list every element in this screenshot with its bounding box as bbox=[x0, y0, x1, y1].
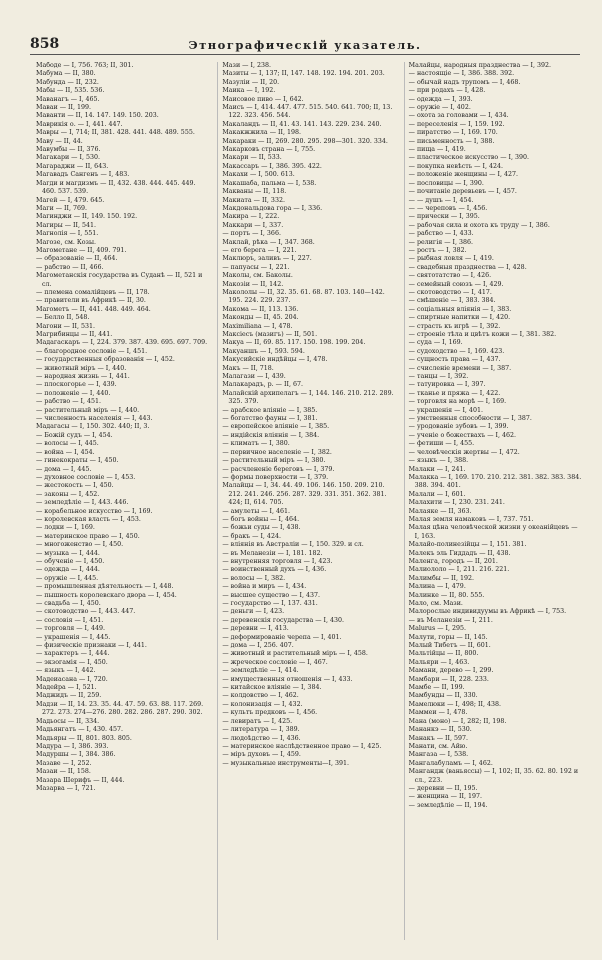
index-entry: Макари — II, 533. bbox=[222, 154, 282, 162]
index-entry: — жестокость — I, 450. bbox=[36, 482, 114, 490]
index-entry: — сословія — I, 451. bbox=[36, 616, 104, 624]
index-entry: Манати, см. Айю. bbox=[408, 742, 468, 750]
index-entry: Малина — I, 479. bbox=[408, 583, 466, 591]
index-entry: Мавры — I, 714; II, 381. 428. 441. 448. 489. 555. bbox=[36, 129, 195, 137]
index-entry: — физическіе признаки — I, 441. bbox=[36, 642, 147, 650]
running-title: Этнографическій указатель. bbox=[188, 38, 422, 52]
index-entry: Макарковъ страна — I, 755. bbox=[222, 146, 316, 154]
index-entry: — духовное сословіе — I, 453. bbox=[36, 473, 136, 481]
index-entry: Мадагаскаръ — I, 224. 379. 387. 439. 695. 697. 709. bbox=[36, 339, 208, 347]
index-entry: Маклюръ, заливъ — I, 227. bbox=[222, 255, 312, 263]
index-entry: — соціальныя вліянія — I, 383. bbox=[408, 305, 512, 313]
index-entry: — татуировка — I, 397. bbox=[408, 381, 486, 389]
index-entry: — колдовство — I, 462. bbox=[222, 692, 299, 700]
index-entry: — дома — I, 445. bbox=[36, 465, 92, 473]
index-entry: — промышленная дѣятельность — I, 448. bbox=[36, 583, 174, 591]
index-entry: — торговля — I, 449. bbox=[36, 625, 106, 633]
index-entry: Малайцы, народныя празднества — I, 392. bbox=[408, 62, 552, 69]
index-entry: — религія — I, 386. bbox=[408, 238, 474, 246]
index-entry: — прически — I, 395. bbox=[408, 213, 480, 221]
index-entry: Малаки — I, 241. bbox=[408, 465, 466, 473]
index-entry: Макдональдова гора — I, 336. bbox=[222, 204, 323, 212]
index-entry: — Божій судъ — I, 454. bbox=[36, 431, 113, 439]
index-entry: — высшее существо — I, 437. bbox=[222, 591, 320, 599]
index-entry: Макассаръ — I, 386. 395. 422. bbox=[222, 162, 322, 170]
index-entry: Малорослые индивидуумы въ Африкѣ — I, 753. bbox=[408, 608, 567, 616]
index-entry: — арабское вліяніе — I, 385. bbox=[222, 406, 318, 414]
index-entry: — семейный союзъ — I, 429. bbox=[408, 280, 504, 288]
index-entry: — европейское вліяніе — I, 385. bbox=[222, 423, 330, 431]
index-entry: Магей — I, 479. 645. bbox=[36, 196, 105, 204]
index-entry: Мангаза — I, 538. bbox=[408, 751, 469, 759]
index-entry: Мабоде — I, 756. 763; II, 301. bbox=[36, 62, 134, 69]
index-entry: — почитаніе деревьевъ — I, 457. bbox=[408, 188, 517, 196]
index-entry: Мамбе — II, 199. bbox=[408, 684, 465, 692]
index-entry: — волосы — I, 445. bbox=[36, 440, 99, 448]
index-entry: — ростъ — I, 382. bbox=[408, 246, 467, 254]
index-entry: — экзогамія — I, 450. bbox=[36, 658, 108, 666]
index-entry: Макиата — II, 332. bbox=[222, 196, 285, 204]
index-entry: — покупка невѣсть — I, 424. bbox=[408, 162, 503, 170]
index-entry: Мамани, дерево — I, 299. bbox=[408, 667, 494, 675]
index-entry: — музыкальные инструменты—I, 391. bbox=[222, 759, 349, 767]
index-entry: Маколы, см. Баколы. bbox=[222, 272, 293, 280]
index-entry: — ученіе о божествахъ — I, 462. bbox=[408, 431, 517, 439]
index-entry: Магараджи — II, 643. bbox=[36, 162, 109, 170]
index-entry: Малый Тибетъ — II, 601. bbox=[408, 642, 491, 650]
index-entry: Мамбунды — II, 330. bbox=[408, 692, 478, 700]
index-entry: Мадуршы — I, 384. 386. bbox=[36, 751, 116, 759]
index-entry: — святотатство — I, 426. bbox=[408, 272, 492, 280]
index-entry: — плоскогорье — I, 439. bbox=[36, 381, 117, 389]
index-entry: — формы поверхности — I, 379. bbox=[222, 473, 329, 481]
index-entry: Malurus — I, 295. bbox=[408, 625, 467, 633]
index-entry: — деревни — I, 413. bbox=[222, 625, 289, 633]
index-entry: Мананкэ — II, 530. bbox=[408, 726, 472, 734]
index-entry: Маврикія о. — I, 441. 447. bbox=[36, 120, 123, 128]
index-entry: — обычай надъ трупомъ — I, 468. bbox=[408, 78, 521, 86]
index-entry: — амулеты — I, 461. bbox=[222, 507, 291, 515]
index-entry: Maximiliana — I, 478. bbox=[222, 322, 293, 330]
index-entry: Маика — I, 192. bbox=[222, 87, 276, 95]
index-entry: Магакари — I, 530. bbox=[36, 154, 100, 162]
index-entry: — колонизація — I, 432. bbox=[222, 700, 303, 708]
index-entry: — деформированіе черепа — I, 401. bbox=[222, 633, 342, 641]
index-entry: — одежда — I, 444. bbox=[36, 566, 100, 574]
index-entry: Магометанскія государства въ Суданѣ — II, 521 и сл. bbox=[36, 272, 203, 288]
index-entry: — климатъ — I, 380. bbox=[222, 440, 290, 448]
index-entry: Мадагасы — I, 150. 302. 440; II, 3. bbox=[36, 423, 150, 431]
index-entry: — культъ предковъ — I, 456. bbox=[222, 709, 318, 717]
index-entry: Мази — I, 238. bbox=[222, 62, 271, 69]
index-entry: Магометъ — II, 441. 448. 449. 464. bbox=[36, 305, 151, 313]
index-entry: Мадейра — I, 521. bbox=[36, 684, 97, 692]
index-entry: — гинекократы — I, 450. bbox=[36, 457, 119, 465]
index-entry: — украшенія — I, 401. bbox=[408, 406, 483, 414]
index-entry: — охота за головами — I, 434. bbox=[408, 112, 509, 120]
index-entry: — вліянія въ Австраліи — I, 150. 329. и сл. bbox=[222, 541, 364, 549]
index-entry: Максіесъ (мазигъ) — II, 501. bbox=[222, 331, 318, 338]
index-entry: — строеніе тѣла и цвѣтъ кожи — I, 381. 382. bbox=[408, 331, 557, 338]
index-entry: — дома — I, 256. 407. bbox=[222, 642, 294, 650]
index-entry: Малая цѣна человѣческой жизни у океанійцевъ — I, 163. bbox=[408, 524, 578, 540]
index-entry: Малимбы — II, 192. bbox=[408, 574, 475, 582]
index-entry: — расчлененіе береговъ — I, 379. bbox=[222, 465, 335, 473]
index-columns bbox=[36, 62, 582, 940]
index-entry: — уродованіе зубовъ — I, 399. bbox=[408, 423, 509, 431]
index-entry: Магозе, см. Козы. bbox=[36, 238, 96, 246]
index-entry: Мамбари — II, 228. 233. bbox=[408, 675, 489, 683]
index-entry: Малахити — I, 230. 231. 241. bbox=[408, 499, 505, 507]
index-entry: Мазаве — I, 252. bbox=[36, 759, 92, 767]
index-entry: — людоѣдство — I, 436. bbox=[222, 734, 301, 742]
index-entry: — многоженство — I, 450. bbox=[36, 541, 124, 549]
index-entry: — королевская власть — I, 453. bbox=[36, 515, 141, 523]
index-entry: Мальтійцы — II, 800. bbox=[408, 650, 479, 658]
index-entry: — спиртные напитки — I, 420. bbox=[408, 314, 511, 322]
index-entry: — оружіе — I, 402. bbox=[408, 104, 471, 112]
index-entry: Малайцы — I, 34. 44. 49. 106. 146. 150. 209. 210. 212. 241. 246. 256. 287. 329. 331. 351. 362. 381. 424; II, 614. 705. bbox=[222, 482, 387, 507]
index-entry: Малакарадъ, р. — II, 67. bbox=[222, 381, 303, 389]
running-header bbox=[30, 34, 580, 55]
index-entry: Магди и магдизмъ — II, 432. 438. 444. 445. 449. 460. 537. 539. bbox=[36, 179, 196, 196]
index-entry: Маленга, городъ — II, 201. bbox=[408, 557, 498, 565]
index-entry: — танцы — I, 392. bbox=[408, 373, 469, 381]
index-entry: — животный міръ — I, 440. bbox=[36, 364, 127, 372]
index-entry: Маваи — II, 199. bbox=[36, 104, 91, 112]
index-entry: — украшенія — I, 445. bbox=[36, 633, 111, 641]
index-entry: Маджидъ — II, 259. bbox=[36, 692, 102, 700]
index-entry: — богъ войны — I, 464. bbox=[222, 515, 300, 523]
index-entry: — индійскія вліянія — I, 384. bbox=[222, 431, 320, 439]
index-entry: Макаландъ — II, 41. 43. 141. 143. 229. 234. 240. bbox=[222, 120, 382, 128]
index-entry: — музыка — I, 444. bbox=[36, 549, 100, 557]
index-entry: Маванти — II, 14. 147. 149. 150. 203. bbox=[36, 112, 159, 120]
index-entry: Мадьосы — II, 334. bbox=[36, 717, 100, 725]
index-entry: — государственныя образованія — I, 452. bbox=[36, 356, 175, 364]
index-entry: — земледѣліе — II, 194. bbox=[408, 801, 488, 809]
index-entry: Маги — II, 769. bbox=[36, 204, 87, 212]
index-entry: Макира — I, 222. bbox=[222, 213, 280, 221]
index-entry: — корабельное искусство — I, 169. bbox=[36, 507, 153, 515]
index-entry: Мазара Шерифъ — II, 444. bbox=[36, 776, 125, 784]
index-entry: Мазиты — I, 137; II, 147. 148. 192. 194. 201. 203. bbox=[222, 70, 385, 78]
index-entry: — — душъ — I, 454. bbox=[408, 196, 474, 204]
index-entry: — сущность права — I, 437. bbox=[408, 356, 501, 364]
index-entry: Макозіи — II, 142. bbox=[222, 280, 284, 288]
index-entry: Малали — I, 601. bbox=[408, 490, 466, 498]
index-entry: — внутренняя торговля — I, 423. bbox=[222, 557, 333, 565]
index-entry: Маконды — II, 45. 204. bbox=[222, 314, 299, 322]
index-entry: — правители въ Африкѣ — II, 30. bbox=[36, 297, 146, 305]
index-entry: — война и миръ — I, 434. bbox=[222, 583, 307, 591]
index-entry: — материнское наслѣдственное право — I, 425. bbox=[222, 742, 382, 750]
index-entry: Макусийскіе индѣйцы — I, 478. bbox=[222, 356, 328, 364]
index-entry: — міръ духовъ — I, 459. bbox=[222, 751, 301, 759]
index-entry: — богатство фауны — I, 381. bbox=[222, 415, 318, 423]
index-entry: — переселенія — I, 159. 192. bbox=[408, 120, 505, 128]
index-entry: — пословицы — I, 390. bbox=[408, 179, 484, 187]
index-column-2 bbox=[217, 62, 395, 940]
index-entry: — деньги — I, 423. bbox=[222, 608, 285, 616]
index-entry: Магометане — II, 409. 791. bbox=[36, 246, 127, 254]
index-entry: Магрибинцы — II, 441. bbox=[36, 331, 113, 338]
index-entry: — деревенскія государства — I, 430. bbox=[222, 616, 345, 624]
index-entry: — рабство — II, 466. bbox=[36, 263, 104, 271]
index-entry: — при родахъ — I, 428. bbox=[408, 87, 486, 95]
index-entry: — скотоводство — I, 443. 447. bbox=[36, 608, 136, 616]
index-entry: Магнолія — I, 551. bbox=[36, 230, 99, 238]
index-entry: — пластическое искусство — I, 390. bbox=[408, 154, 530, 162]
index-entry: — воинственный духъ — I, 436. bbox=[222, 566, 327, 574]
index-entry: Макуа — II, 69. 85. 117. 150. 198. 199. 204. bbox=[222, 339, 366, 347]
index-entry: Макъ — II, 718. bbox=[222, 364, 274, 372]
index-entry: — смѣшеніе — I, 383. 384. bbox=[408, 297, 496, 305]
index-entry: — языкъ — I, 442. bbox=[36, 667, 96, 675]
index-entry: Маву — II, 44. bbox=[36, 137, 83, 145]
index-entry: — литература — I, 389. bbox=[222, 726, 300, 734]
index-entry: Малекъ эль Гиддадъ — II, 438. bbox=[408, 549, 511, 557]
index-entry: Магиры — II, 541. bbox=[36, 221, 97, 229]
index-entry: — оружіе — I, 445. bbox=[36, 574, 99, 582]
index-entry: Мамелюки — I, 498; II, 438. bbox=[408, 700, 502, 708]
index-entry: — народная жизнь — I, 441. bbox=[36, 373, 130, 381]
index-entry: — государство — I, 137. 431. bbox=[222, 600, 318, 607]
index-entry: — скотоводство — I, 417. bbox=[408, 288, 492, 296]
index-entry: — деревни — II, 195. bbox=[408, 784, 478, 792]
index-entry: — жреческое сословіе — I, 467. bbox=[222, 658, 328, 666]
index-entry: Мабы — II, 535. 536. bbox=[36, 87, 105, 95]
index-entry: — благородное сословіе — I, 451. bbox=[36, 347, 148, 355]
index-entry: — имущественныя отношенія — I, 433. bbox=[222, 675, 353, 683]
index-entry: — лодки — I, 169. bbox=[36, 524, 95, 532]
index-entry: — земледѣліе — I, 443. 446. bbox=[36, 499, 129, 507]
index-entry: — образованіе — II, 464. bbox=[36, 255, 118, 263]
index-entry: — въ Меланезіи — I, 211. bbox=[408, 616, 493, 624]
index-entry: Мазарва — I, 721. bbox=[36, 784, 96, 792]
index-entry: — въ Меланезіи — I, 181. 182. bbox=[222, 549, 323, 557]
index-entry: Малаяке — II, 363. bbox=[408, 507, 472, 515]
index-entry: — письменность — I, 388. bbox=[408, 137, 495, 145]
index-entry: Малинке — II, 80. 555. bbox=[408, 591, 485, 599]
index-entry: — рыбная ловля — I, 419. bbox=[408, 255, 494, 263]
index-entry: — торговля на морѣ — I, 169. bbox=[408, 398, 507, 406]
index-entry: Мазаи — II, 158. bbox=[36, 768, 91, 776]
index-entry: — фетиши — I, 455. bbox=[408, 440, 475, 448]
index-entry: Малути, горы — II, 145. bbox=[408, 633, 488, 641]
index-entry: — одежда — I, 393. bbox=[408, 95, 473, 103]
index-entry: Мадьянгатъ — I, 430. 457. bbox=[36, 726, 124, 734]
index-entry: — рабство — I, 451. bbox=[36, 398, 102, 406]
index-entry: — законы — I, 452. bbox=[36, 490, 100, 498]
index-entry: — портъ — I, 366. bbox=[222, 230, 281, 238]
index-entry: — настоящіе — I, 386. 388. 392. bbox=[408, 70, 515, 78]
index-entry: Мангалабуламъ — I, 462. bbox=[408, 759, 493, 767]
index-column-1 bbox=[36, 62, 209, 940]
index-entry: — судоходство — I, 169. 423. bbox=[408, 347, 505, 355]
index-entry: Мадзи — II, 14. 23. 35. 44. 47. 59. 63. 88. 117. 269. 272. 273. 274—276. 280. 282. 286. 287. 290. 302. bbox=[36, 700, 204, 717]
index-entry: Мадеиасана — I, 720. bbox=[36, 675, 108, 683]
index-entry: — растительный міръ — I, 380. bbox=[222, 457, 326, 465]
index-entry: Макваны — II, 118. bbox=[222, 188, 287, 196]
index-entry: — материнское право — I, 450. bbox=[36, 532, 140, 540]
index-entry: Маклай, рѣка — I, 347. 368. bbox=[222, 238, 315, 246]
index-entry: Малая земля намаковъ — I, 737. 751. bbox=[408, 515, 534, 523]
index-entry: — пиратство — I, 169. 170. bbox=[408, 129, 498, 137]
index-entry: Магавадъ Сангенъ — I, 483. bbox=[36, 171, 130, 179]
index-entry: — его берега — I, 221. bbox=[222, 246, 297, 254]
index-entry: Макахи — I, 500. 613. bbox=[222, 171, 295, 179]
index-entry: Малайскій архипелагъ — I, 144. 146. 210. 212. 289. 325. 379. bbox=[222, 389, 394, 406]
index-entry: Макараки — II, 269. 280. 295. 298—301. 320. 334. bbox=[222, 137, 388, 145]
index-entry: — пышность королевскаго двора — I, 454. bbox=[36, 591, 177, 599]
index-entry: Магинджи — II, 149. 150. 192. bbox=[36, 213, 138, 221]
index-column-3 bbox=[404, 62, 582, 940]
index-entry: — пища — I, 419. bbox=[408, 146, 466, 154]
index-entry: — языкъ — I, 388. bbox=[408, 457, 469, 465]
index-entry: — левиратъ — I, 425. bbox=[222, 717, 293, 725]
index-entry: — характеръ — I, 444. bbox=[36, 650, 110, 658]
index-entry: Малиололо — I, 211. 216. 221. bbox=[408, 566, 510, 574]
index-entry: Малакка — I, 169. 170. 210. 212. 381. 382. 383. 384. 388. 394. 401. bbox=[408, 473, 582, 490]
index-entry: — племена сомалійцевъ — II, 178. bbox=[36, 288, 150, 296]
index-entry: Макома — II, 113. 136. bbox=[222, 305, 299, 313]
index-entry: Маисовое пиво — I, 642. bbox=[222, 95, 304, 103]
index-entry: Мангандж (ваньяссы) — I, 102; II, 35. 62. 80. 192 и сл., 223. bbox=[408, 768, 579, 784]
index-entry: — численность населенія — I, 443. bbox=[36, 415, 153, 423]
index-entry: — война — I, 454. bbox=[36, 448, 95, 456]
index-entry: Маккари — I, 337. bbox=[222, 221, 284, 229]
index-entry: Магони — II, 531. bbox=[36, 322, 95, 330]
index-entry: — суда — I, 169. bbox=[408, 339, 463, 347]
index-entry: — тканье и пряжа — I, 422. bbox=[408, 389, 501, 397]
index-entry: — растительный міръ — I, 440. bbox=[36, 406, 140, 414]
index-entry: Макололы — II, 32. 35. 61. 68. 87. 103. 140—142. 195. 224. 229. 237. bbox=[222, 288, 385, 305]
index-entry: Мало, см. Мази. bbox=[408, 600, 463, 607]
index-entry: — китайское вліяніе — I, 384. bbox=[222, 684, 322, 692]
page-number: 858 bbox=[30, 36, 60, 52]
index-entry: — положеніе — I, 440. bbox=[36, 389, 111, 397]
index-entry: — счисленіе времени — I, 387. bbox=[408, 364, 512, 372]
index-entry: — рабство — I, 433. bbox=[408, 230, 474, 238]
index-entry: — папуасы — I, 221. bbox=[222, 263, 290, 271]
index-entry: Манакъ — II, 597. bbox=[408, 734, 469, 742]
index-entry: — страсть къ игрѣ — I, 392. bbox=[408, 322, 501, 330]
index-entry: Мазуліи — II, 20. bbox=[222, 78, 280, 86]
index-entry: Маванагъ — I, 465. bbox=[36, 95, 100, 103]
index-entry: Маисъ — I, 414. 447. 477. 515. 540. 641. 700; II, 13. 122. 323. 456. 544. bbox=[222, 104, 393, 120]
index-entry: — свадебныя празднества — I, 428. bbox=[408, 263, 527, 271]
index-entry: Мана (моно) — I, 282; II, 198. bbox=[408, 717, 507, 725]
index-entry: Мальяри — I, 463. bbox=[408, 658, 470, 666]
index-entry: — животный и растительный міръ — I, 458. bbox=[222, 650, 368, 658]
index-entry: — свадьба — I, 450. bbox=[36, 600, 101, 607]
index-entry: — человѣческія жертвы — I, 472. bbox=[408, 448, 520, 456]
index-entry: — обученіе — I, 450. bbox=[36, 557, 105, 565]
index-entry: — женщина — II, 197. bbox=[408, 793, 482, 801]
index-entry: — рабочая сила и охота къ труду — I, 386. bbox=[408, 221, 550, 229]
index-entry: — Белло II, 548. bbox=[36, 314, 90, 322]
index-entry: Макакжжила — II, 198. bbox=[222, 129, 301, 137]
index-entry: — земледѣліе — I, 414. bbox=[222, 667, 299, 675]
index-entry: — божьи суды — I, 438. bbox=[222, 524, 301, 532]
index-entry: — бракъ — I, 424. bbox=[222, 532, 281, 540]
index-entry: Мабунда — II, 232. bbox=[36, 78, 99, 86]
index-entry: Мадура — I, 386. 393. bbox=[36, 742, 109, 750]
index-entry: Мавумбы — II, 376. bbox=[36, 146, 101, 154]
index-entry: Мабума — II, 380. bbox=[36, 70, 96, 78]
index-entry: Мадьяры — II, 801. 803. 805. bbox=[36, 734, 132, 742]
index-entry: Макашаба, пальма — I, 538. bbox=[222, 179, 317, 187]
index-entry: Маммеи — I, 478. bbox=[408, 709, 468, 717]
index-entry: — волосы — I, 382. bbox=[222, 574, 286, 582]
index-entry: — — череповъ — I, 456. bbox=[408, 204, 488, 212]
index-entry: Малагази — I, 439. bbox=[222, 373, 286, 381]
index-entry: Макуаншъ — I, 593. 594. bbox=[222, 347, 305, 355]
index-entry: — умственныя способности — I, 387. bbox=[408, 415, 532, 423]
index-entry: — положеніе женщины — I, 427. bbox=[408, 171, 518, 179]
index-entry: Малайо-полинезійцы — I, 151. 381. bbox=[408, 541, 527, 549]
index-entry: — первичное населеніе — I, 382. bbox=[222, 448, 332, 456]
